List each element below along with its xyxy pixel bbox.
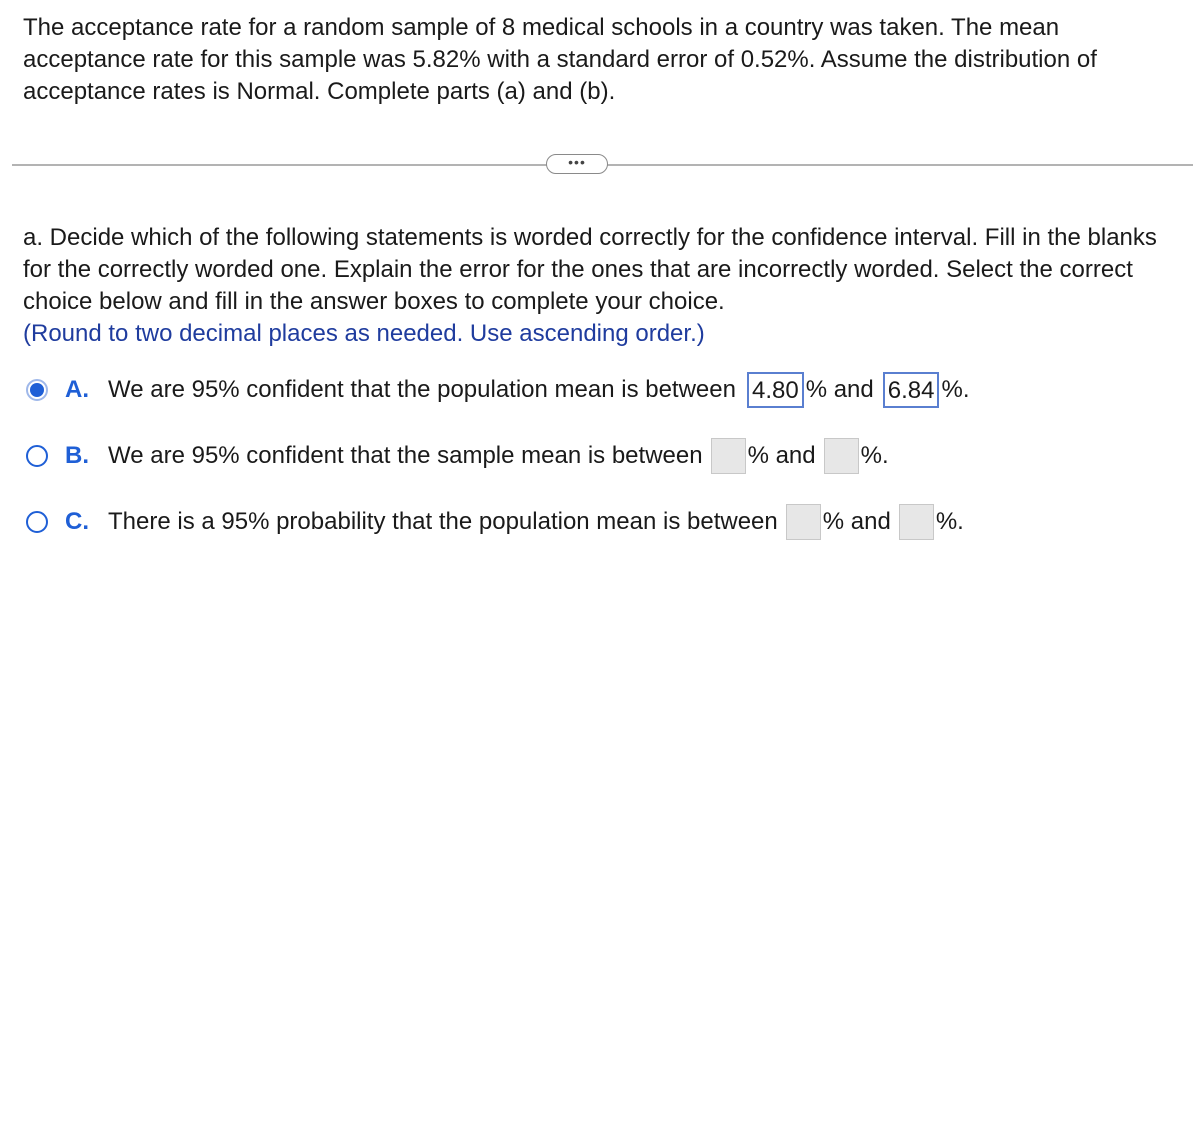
- choice-a-radio[interactable]: [26, 379, 48, 401]
- choice-a-text: We are 95% confident that the population mean is between: [108, 376, 736, 403]
- choice-b-letter: B.: [65, 442, 89, 469]
- choice-b-radio[interactable]: [26, 445, 48, 467]
- choice-a-upper-bound-input[interactable]: 6.84: [883, 372, 940, 408]
- rounding-instruction: (Round to two decimal places as needed. Use ascending order.): [23, 320, 705, 347]
- choice-a[interactable]: [26, 370, 970, 410]
- choice-c[interactable]: [26, 502, 964, 542]
- problem-statement: The acceptance rate for a random sample of 8 medical schools in a country was taken. The mean acceptance rate for this sample was 5.82% with a standard error of 0.52%. Assume the distribution of acceptance rates is Normal. Complete parts (a) and (b).: [23, 14, 1097, 105]
- choice-b-middle-text: % and: [747, 442, 816, 469]
- choice-a-end-text: %.: [941, 376, 970, 403]
- choice-b-end-text: %.: [860, 442, 889, 469]
- question-text: a. Decide which of the following statements is worded correctly for the confidence interval. Fill in the blanks for the correctly worded one. Explain the error for the ones that are incorrectly worded. Select the correct choice below and fill in the answer boxes to complete your choice.: [23, 224, 1157, 315]
- choice-c-radio[interactable]: [26, 511, 48, 533]
- section-divider: [12, 154, 1193, 176]
- choice-a-lower-bound-input[interactable]: 4.80: [747, 372, 804, 408]
- show-more-button[interactable]: •••: [546, 154, 608, 174]
- choice-c-letter: C.: [65, 508, 89, 535]
- choice-c-middle-text: % and: [822, 508, 891, 535]
- choice-b-upper-bound-input[interactable]: [824, 438, 859, 474]
- choice-b-text: We are 95% confident that the sample mean is between: [108, 442, 703, 469]
- choice-a-letter: A.: [65, 376, 89, 403]
- choice-c-end-text: %.: [935, 508, 964, 535]
- question-prompt: [23, 222, 1188, 350]
- choice-b-lower-bound-input[interactable]: [711, 438, 746, 474]
- choice-a-middle-text: % and: [805, 376, 874, 403]
- choice-c-upper-bound-input[interactable]: [899, 504, 934, 540]
- choice-b[interactable]: [26, 436, 889, 476]
- choice-c-text: There is a 95% probability that the population mean is between: [108, 508, 778, 535]
- choice-c-lower-bound-input[interactable]: [786, 504, 821, 540]
